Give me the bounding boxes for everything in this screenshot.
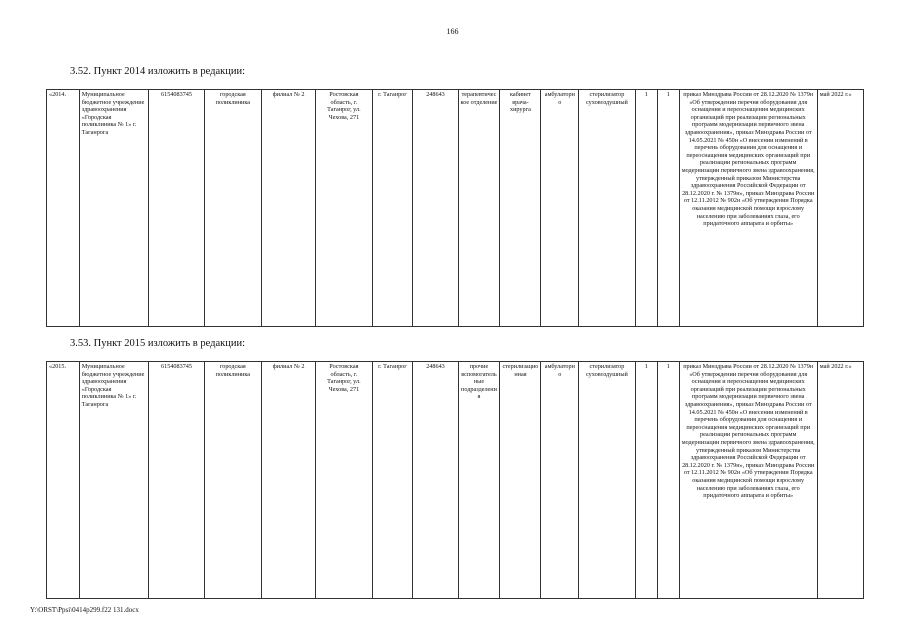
equipment: стерилизатор суховоздушный bbox=[579, 362, 635, 599]
table-row bbox=[47, 362, 864, 599]
quantity-2: 1 bbox=[658, 362, 680, 599]
date: май 2022 г.» bbox=[817, 90, 863, 327]
room: стерилизационная bbox=[500, 362, 541, 599]
facility-type: городская поликлиника bbox=[204, 362, 261, 599]
data-table bbox=[46, 89, 864, 327]
facility-type: городская поликлиника bbox=[204, 90, 261, 327]
table-row bbox=[47, 90, 864, 327]
inn: 6154083745 bbox=[149, 362, 204, 599]
inn: 6154083745 bbox=[149, 90, 204, 327]
department: терапевтическое отделение bbox=[458, 90, 500, 327]
organization-name: Муниципальное бюджетное учреждение здравоохранения «Городская поликлиника № 1» г. Таганрога bbox=[79, 362, 149, 599]
code: 248643 bbox=[413, 362, 458, 599]
page-number: 166 bbox=[446, 27, 459, 36]
care-mode: амбулаторно bbox=[541, 362, 579, 599]
department: прочие вспомогательные подразделения bbox=[458, 362, 500, 599]
branch: филиал № 2 bbox=[261, 90, 315, 327]
legal-basis: приказ Минздрава России от 28.12.2020 № 1379н «Об утверждении перечня оборудования для оснащения и переоснащения медицинских организаций при реализации региональных программ модернизации первичного звена здравоохранения», приказ Минздрава России от 14.05.2021 № 450н «О внесении изменений в перечень оборудования для оснащения и переоснащения медицинских организаций при реализации региональных программ модернизации первичного звена здравоохранения, утвержденный приказом Министерства здравоохранения Российской Федерации от 28.12.2020 г. № 1379н», приказ Минздрава России от 12.11.2012 № 902н «Об утверждении Порядка оказания медицинской помощи взрослому населению при заболеваниях глаза, его придаточного аппарата и орбиты» bbox=[679, 362, 817, 599]
legal-basis: приказ Минздрава России от 28.12.2020 № 1379н «Об утверждении перечня оборудования для оснащения и переоснащения медицинских организаций при реализации региональных программ модернизации первичного звена здравоохранения», приказ Минздрава России от 14.05.2021 № 450н «О внесении изменений в перечень оборудования для оснащения и переоснащения медицинских организаций при реализации региональных программ модернизации первичного звена здравоохранения, утвержденный приказом Министерства здравоохранения Российской Федерации от 28.12.2020 г. № 1379н», приказ Минздрава России от 12.11.2012 № 902н «Об утверждении Порядка оказания медицинской помощи взрослому населению при заболеваниях глаза, его придаточного аппарата и орбиты» bbox=[679, 90, 817, 327]
row-number: «2014. bbox=[47, 90, 80, 327]
quantity-1: 1 bbox=[635, 90, 658, 327]
room: кабинет врача-хирурга bbox=[500, 90, 541, 327]
address: Ростовская область, г. Таганрог, ул. Чехова, 271 bbox=[316, 90, 372, 327]
quantity-2: 1 bbox=[658, 90, 680, 327]
row-number: «2015. bbox=[47, 362, 80, 599]
section-heading: 3.52. Пункт 2014 изложить в редакции: bbox=[70, 66, 245, 77]
organization-name: Муниципальное бюджетное учреждение здравоохранения «Городская поликлиника № 1» г. Таганрога bbox=[79, 90, 149, 327]
city: г. Таганрог bbox=[372, 90, 413, 327]
branch: филиал № 2 bbox=[261, 362, 315, 599]
care-mode: амбулаторно bbox=[541, 90, 579, 327]
section-heading: 3.53. Пункт 2015 изложить в редакции: bbox=[70, 338, 245, 349]
city: г. Таганрог bbox=[372, 362, 413, 599]
data-table bbox=[46, 361, 864, 599]
quantity-1: 1 bbox=[635, 362, 658, 599]
equipment: стерилизатор суховоздушный bbox=[579, 90, 635, 327]
file-path-footer: Y:\ORST\Ppsi\0414p299.f22 131.docx bbox=[30, 606, 139, 614]
date: май 2022 г.» bbox=[817, 362, 863, 599]
code: 248643 bbox=[413, 90, 458, 327]
address: Ростовская область, г. Таганрог, ул. Чехова, 271 bbox=[316, 362, 372, 599]
